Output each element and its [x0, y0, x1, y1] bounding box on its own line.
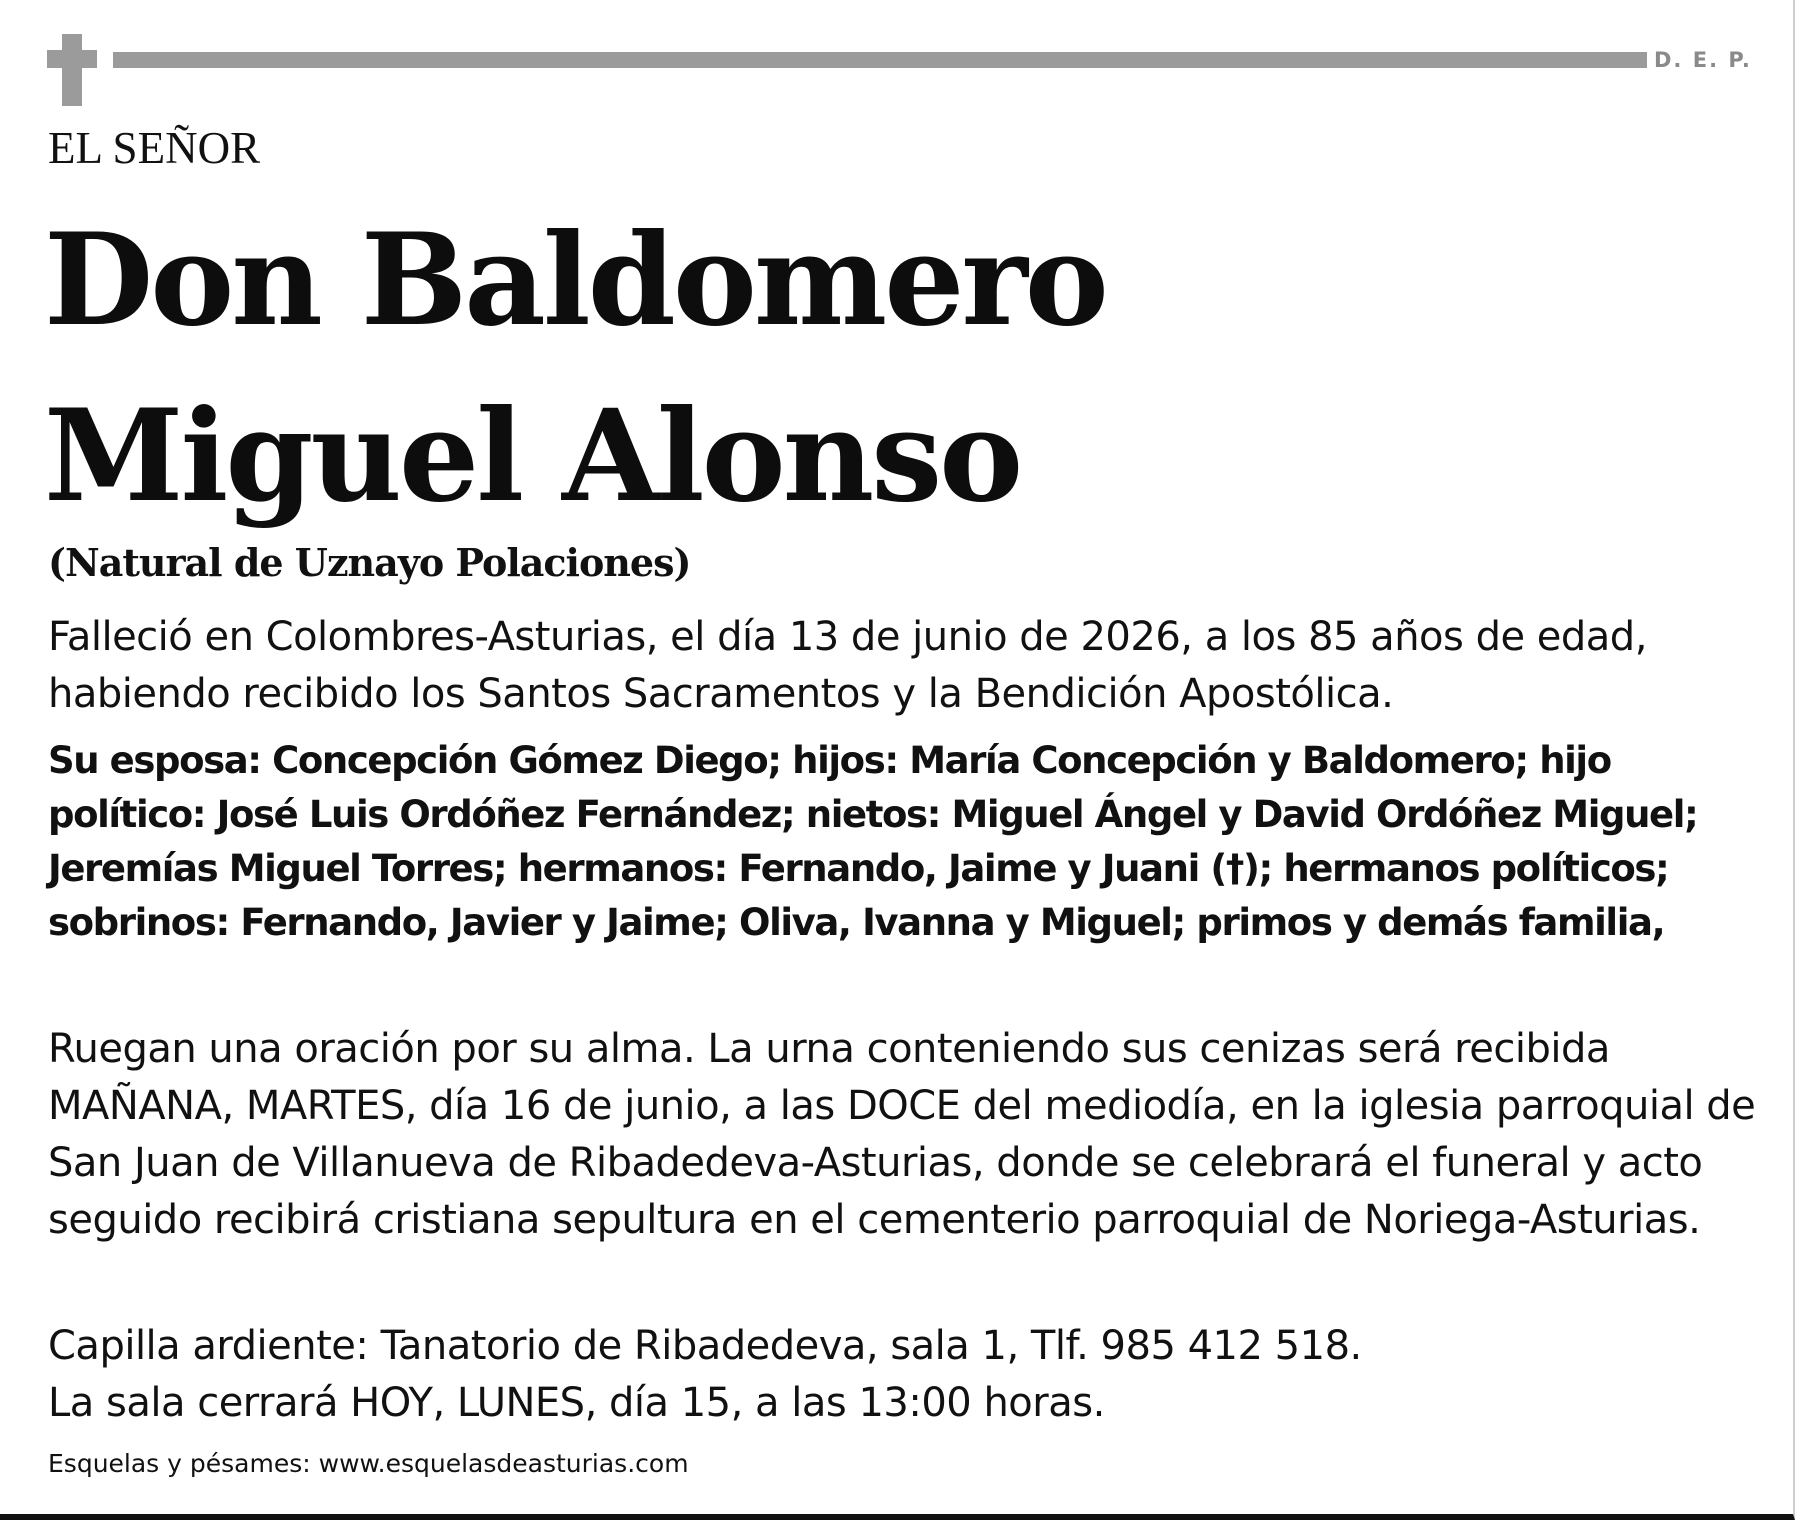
footer-website: Esquelas y pésames: www.esquelasdeasturias.com — [48, 1449, 689, 1478]
dep-label: D. E. P. — [1654, 48, 1752, 72]
name-line-2: Miguel Alonso — [44, 382, 1021, 530]
chapel-line-2: La sala cerrará HOY, LUNES, día 15, a las 13:00 horas. — [48, 1380, 1105, 1426]
chapel-info — [48, 1318, 1763, 1432]
name-line-1: Don Baldomero — [44, 206, 1106, 354]
honorific: EL SEÑOR — [48, 123, 261, 173]
deceased-name — [44, 192, 1106, 544]
chapel-line-1: Capilla ardiente: Tanatorio de Ribadedeva, sala 1, Tlf. 985 412 518. — [48, 1323, 1362, 1369]
service-paragraph: Ruegan una oración por su alma. La urna conteniendo sus cenizas será recibida MAÑANA, MARTES, día 16 de junio, a las DOCE del mediodía, en la iglesia parroquial de San Juan de Villanueva de Ribadedeva-Asturias, donde se celebrará el funeral y acto seguido recibirá cristiana sepultura en el cementerio parroquial de Noriega-Asturias. — [48, 1026, 1756, 1243]
death-paragraph: Falleció en Colombres-Asturias, el día 13 de junio de 2026, a los 85 años de edad, habiendo recibido los Santos Sacramentos y la Bendición Apostólica. — [48, 614, 1647, 717]
cross-icon — [47, 34, 97, 106]
header-rule — [113, 52, 1647, 68]
family-paragraph: Su esposa: Concepción Gómez Diego; hijos: María Concepción y Baldomero; hijo político: José Luis Ordóñez Fernández; nietos: Miguel Ángel y David Ordóñez Miguel; Jeremías Miguel Torres; hermanos: Fernando, Jaime y Juani (†); hermanos políticos; sobrinos: Fernando, Javier y Jaime; Oliva, Ivanna y Miguel; primos y demás familia, — [48, 739, 1698, 944]
origin-line: (Natural de Uznayo Polaciones) — [48, 540, 691, 585]
